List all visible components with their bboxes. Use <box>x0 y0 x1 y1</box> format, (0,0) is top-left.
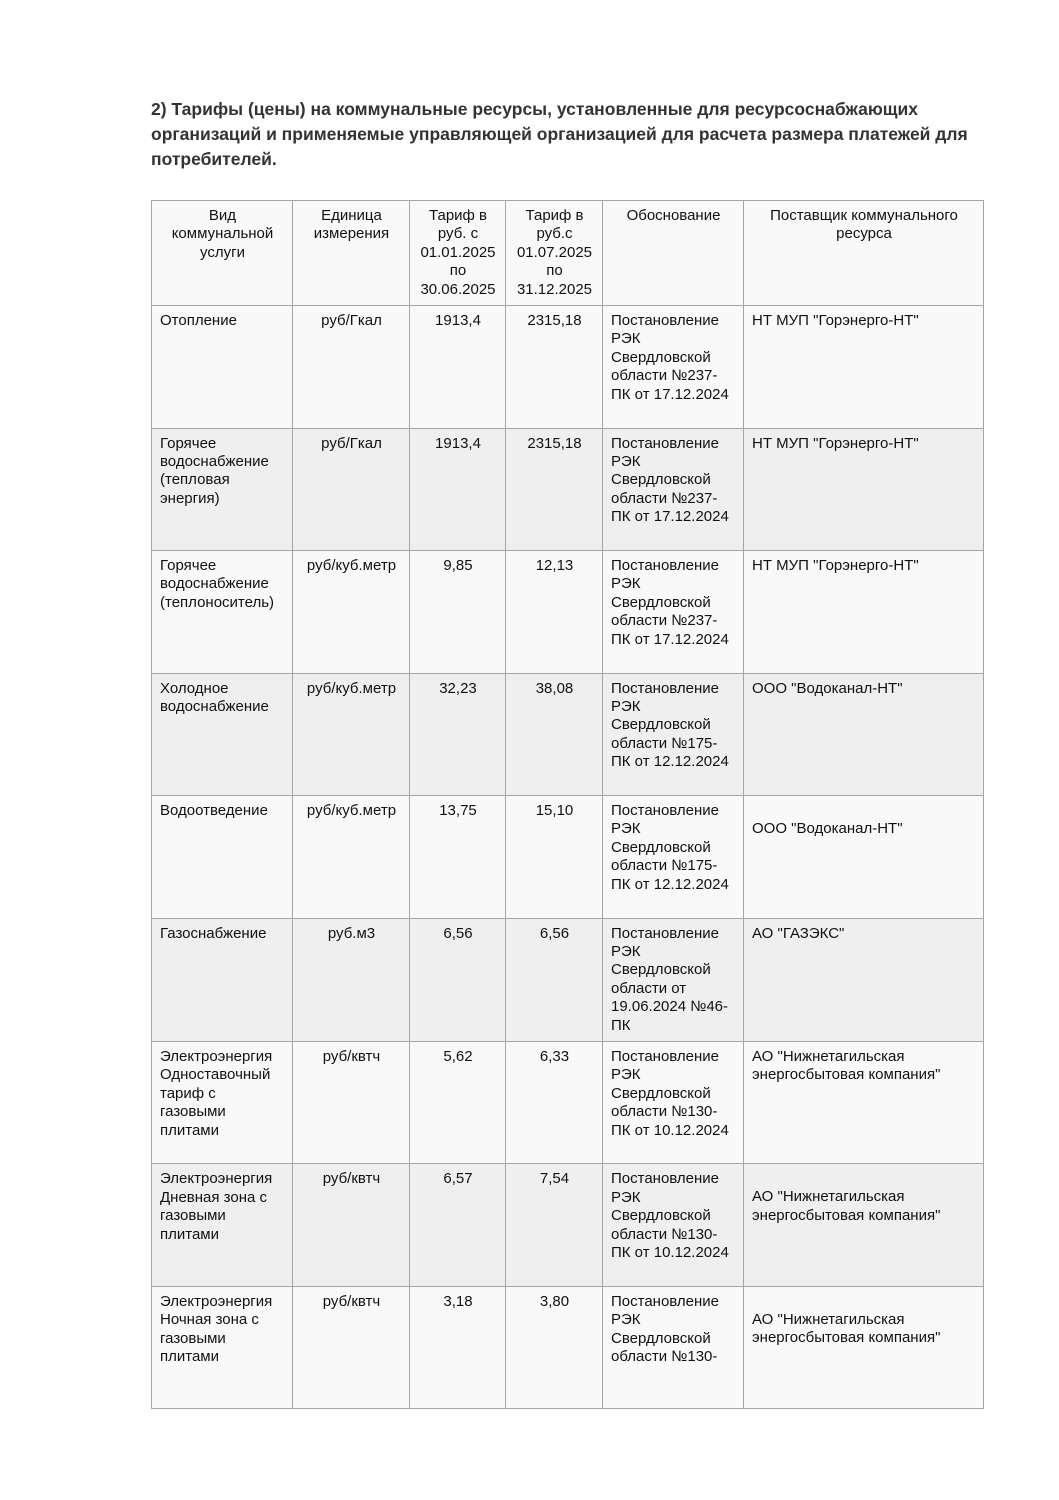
table-row <box>152 428 984 551</box>
cell-tariff-h2: 2315,18 <box>506 306 603 429</box>
cell-basis: Постановление РЭК Свердловской области №175-ПК от 12.12.2024 <box>603 796 744 919</box>
header-basis: Обоснование <box>603 201 744 306</box>
table-row <box>152 1041 984 1164</box>
cell-supplier: ООО "Водоканал-НТ" <box>744 673 984 796</box>
table-body <box>152 306 984 1409</box>
cell-supplier: НТ МУП "Горэнерго-НТ" <box>744 551 984 674</box>
cell-supplier: АО "Нижнетагильская энергосбытовая компания" <box>744 1164 984 1287</box>
cell-service: Горячее водоснабжение (тепловая энергия) <box>152 428 293 551</box>
cell-service: Электроэнергия Одноставочный тариф с газовыми плитами <box>152 1041 293 1164</box>
table-row <box>152 1286 984 1409</box>
cell-basis: Постановление РЭК Свердловской области №237-ПК от 17.12.2024 <box>603 428 744 551</box>
cell-supplier: НТ МУП "Горэнерго-НТ" <box>744 306 984 429</box>
header-service: Вид коммунальной услуги <box>152 201 293 306</box>
cell-unit: руб/куб.метр <box>293 796 410 919</box>
cell-tariff-h1: 3,18 <box>410 1286 506 1409</box>
cell-unit: руб/квтч <box>293 1286 410 1409</box>
cell-unit: руб/Гкал <box>293 428 410 551</box>
cell-unit: руб/куб.метр <box>293 673 410 796</box>
table-row <box>152 551 984 674</box>
cell-basis: Постановление РЭК Свердловской области от 19.06.2024 №46-ПК <box>603 918 744 1041</box>
header-unit: Единица измерения <box>293 201 410 306</box>
cell-service: Горячее водоснабжение (теплоноситель) <box>152 551 293 674</box>
cell-tariff-h1: 5,62 <box>410 1041 506 1164</box>
cell-tariff-h1: 1913,4 <box>410 306 506 429</box>
cell-unit: руб/куб.метр <box>293 551 410 674</box>
cell-tariff-h1: 13,75 <box>410 796 506 919</box>
cell-unit: руб/квтч <box>293 1041 410 1164</box>
cell-unit: руб/квтч <box>293 1164 410 1287</box>
cell-tariff-h1: 6,57 <box>410 1164 506 1287</box>
cell-tariff-h2: 12,13 <box>506 551 603 674</box>
cell-service: Холодное водоснабжение <box>152 673 293 796</box>
section-heading: 2) Тарифы (цены) на коммунальные ресурсы, установленные для ресурсоснабжающих организаций и применяемые управляющей организацией для расчета размера платежей для потребителей. <box>151 99 968 169</box>
cell-service: Отопление <box>152 306 293 429</box>
table-row <box>152 918 984 1041</box>
table-row <box>152 673 984 796</box>
cell-tariff-h2: 7,54 <box>506 1164 603 1287</box>
header-supplier: Поставщик коммунального ресурса <box>744 201 984 306</box>
cell-basis: Постановление РЭК Свердловской области №130- <box>603 1286 744 1409</box>
cell-supplier: АО "Нижнетагильская энергосбытовая компания" <box>744 1286 984 1409</box>
table-row <box>152 1164 984 1287</box>
cell-service: Водоотведение <box>152 796 293 919</box>
cell-basis: Постановление РЭК Свердловской области №237-ПК от 17.12.2024 <box>603 306 744 429</box>
cell-tariff-h2: 6,33 <box>506 1041 603 1164</box>
cell-service: Электроэнергия Ночная зона с газовыми плитами <box>152 1286 293 1409</box>
cell-basis: Постановление РЭК Свердловской области №237-ПК от 17.12.2024 <box>603 551 744 674</box>
header-tariff-h1: Тариф в руб. с 01.01.2025 по 30.06.2025 <box>410 201 506 306</box>
cell-supplier: АО "ГАЗЭКС" <box>744 918 984 1041</box>
cell-tariff-h2: 38,08 <box>506 673 603 796</box>
cell-unit: руб.м3 <box>293 918 410 1041</box>
cell-tariff-h1: 9,85 <box>410 551 506 674</box>
cell-basis: Постановление РЭК Свердловской области №130-ПК от 10.12.2024 <box>603 1164 744 1287</box>
cell-tariff-h2: 15,10 <box>506 796 603 919</box>
cell-supplier: АО "Нижнетагильская энергосбытовая компания" <box>744 1041 984 1164</box>
cell-service: Электроэнергия Дневная зона с газовыми плитами <box>152 1164 293 1287</box>
cell-tariff-h2: 2315,18 <box>506 428 603 551</box>
cell-tariff-h1: 1913,4 <box>410 428 506 551</box>
table-header-row <box>152 201 984 306</box>
cell-tariff-h2: 6,56 <box>506 918 603 1041</box>
cell-basis: Постановление РЭК Свердловской области №175-ПК от 12.12.2024 <box>603 673 744 796</box>
cell-supplier: ООО "Водоканал-НТ" <box>744 796 984 919</box>
cell-basis: Постановление РЭК Свердловской области №130-ПК от 10.12.2024 <box>603 1041 744 1164</box>
table-row <box>152 306 984 429</box>
tariffs-table <box>151 200 984 1409</box>
table-row <box>152 796 984 919</box>
header-tariff-h2: Тариф в руб.с 01.07.2025 по 31.12.2025 <box>506 201 603 306</box>
cell-tariff-h2: 3,80 <box>506 1286 603 1409</box>
cell-tariff-h1: 6,56 <box>410 918 506 1041</box>
cell-tariff-h1: 32,23 <box>410 673 506 796</box>
cell-supplier: НТ МУП "Горэнерго-НТ" <box>744 428 984 551</box>
cell-unit: руб/Гкал <box>293 306 410 429</box>
cell-service: Газоснабжение <box>152 918 293 1041</box>
